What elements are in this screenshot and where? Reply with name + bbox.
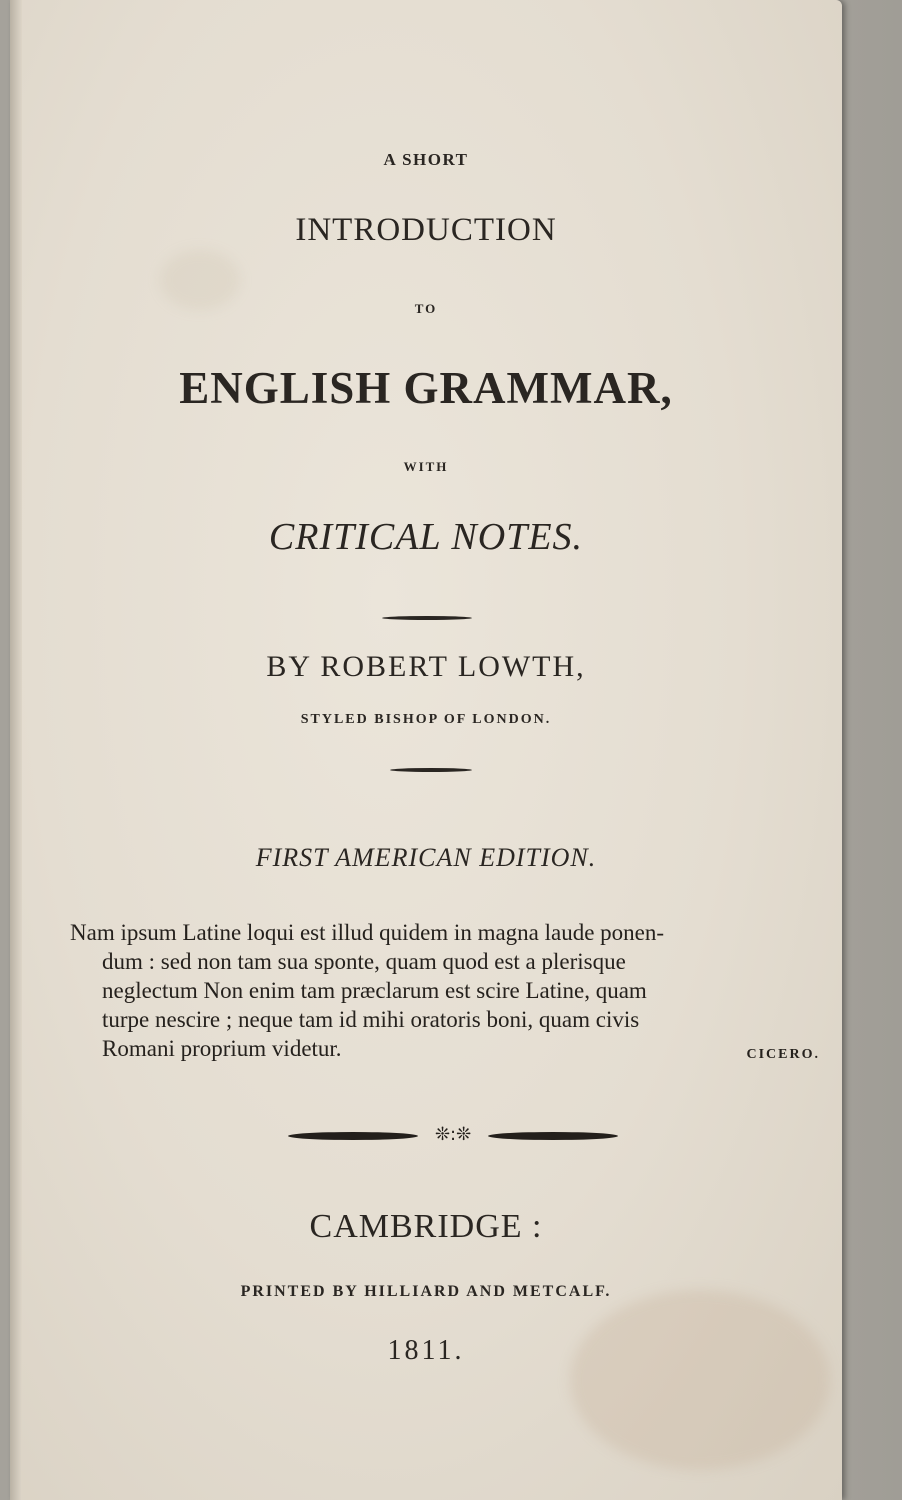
book-page xyxy=(10,0,842,1500)
title-line-critical-notes: CRITICAL NOTES. xyxy=(268,516,584,558)
author-line: BY ROBERT LOWTH, xyxy=(266,650,586,683)
title-line-introduction: INTRODUCTION xyxy=(295,212,557,248)
epigraph-last-row xyxy=(70,1034,842,1069)
epigraph-line: Nam ipsum Latine loqui est illud quidem in magna laude ponen- xyxy=(70,920,665,945)
ornament-flourish-icon: ❊:❊ xyxy=(434,1124,472,1145)
epigraph-line: Romani proprium videtur. xyxy=(102,1036,342,1061)
divider-rule xyxy=(390,768,472,772)
title-line-with: WITH xyxy=(403,459,449,474)
title-line-to: TO xyxy=(414,301,438,316)
imprint-place: CAMBRIDGE : xyxy=(309,1208,543,1245)
epigraph-attribution: CICERO. xyxy=(746,1047,820,1062)
ornament-bar xyxy=(488,1132,618,1140)
title-line-short: A SHORT xyxy=(383,150,469,169)
latin-epigraph xyxy=(70,918,842,1069)
epigraph-line: turpe nescire ; neque tam id mihi oratoris boni, quam civis xyxy=(102,1007,640,1032)
imprint-printer: PRINTED BY HILLIARD AND METCALF. xyxy=(240,1283,612,1300)
title-line-english-grammar: ENGLISH GRAMMAR, xyxy=(179,363,673,413)
epigraph-line: neglectum Non enim tam præclarum est scire Latine, quam xyxy=(102,978,647,1003)
epigraph-line: dum : sed non tam sua sponte, quam quod est a plerisque xyxy=(102,949,626,974)
divider-rule xyxy=(382,616,472,620)
edition-line: FIRST AMERICAN EDITION. xyxy=(255,843,597,872)
printer-ornament xyxy=(288,1124,618,1148)
author-title: STYLED BISHOP OF LONDON. xyxy=(300,712,552,727)
paper-stain xyxy=(570,1290,830,1470)
ornament-bar xyxy=(288,1132,418,1140)
imprint-year: 1811. xyxy=(387,1335,465,1366)
